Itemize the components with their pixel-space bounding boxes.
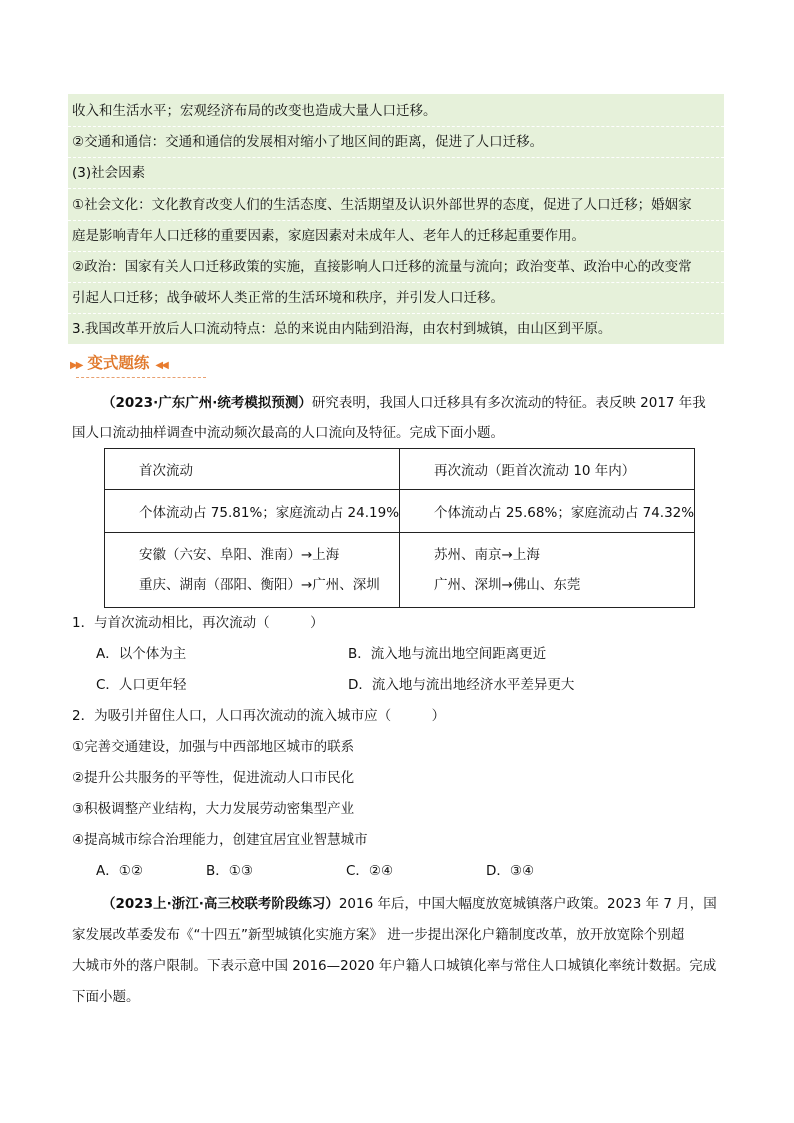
- question-2-item: ①完善交通建设，加强与中西部地区城市的联系: [72, 739, 355, 755]
- table-header-cell: 再次流动（距首次流动 10 年内）: [400, 449, 695, 490]
- problem2-intro: [72, 889, 724, 919]
- knowledge-line: 庭是影响青年人口迁移的重要因素，家庭因素对未成年人、老年人的迁移起重要作用。: [72, 228, 585, 244]
- section-title: [70, 350, 167, 376]
- problem2-line: 大城市外的落户限制。下表示意中国 2016—2020 年户籍人口城镇化率与常住人口城镇化率统计数据。完成: [72, 958, 717, 974]
- question-2-stem: 2．为吸引并留住人口，人口再次流动的流入城市应（ ）: [72, 708, 446, 724]
- table-cell: 个体流动占 75.81%；家庭流动占 24.19%: [105, 490, 400, 533]
- problem2-line: 家发展改革委发布《“十四五”新型城镇化实施方案》 进一步提出深化户籍制度改革，放开放宽除个别超: [72, 927, 685, 943]
- question-2-option-d[interactable]: D．③④: [486, 863, 535, 879]
- question-2-option-a[interactable]: A．①②: [96, 863, 143, 879]
- table-row: [105, 490, 695, 533]
- question-2-item: ②提升公共服务的平等性，促进流动人口市民化: [72, 770, 355, 786]
- problem2-source: （2023上·浙江·高三校联考阶段练习）: [102, 896, 339, 912]
- problem1-source: （2023·广东广州·统考模拟预测）: [102, 395, 312, 411]
- table-cell: [400, 533, 695, 608]
- flow-route: 苏州、南京→上海: [434, 547, 540, 563]
- question-1-option-c[interactable]: C．人口更年轻: [96, 677, 187, 693]
- knowledge-line: 收入和生活水平；宏观经济布局的改变也造成大量人口迁移。: [72, 103, 437, 119]
- double-arrow-left-icon: ◀◀: [155, 360, 167, 371]
- knowledge-line: 3.我国改革开放后人口流动特点：总的来说由内陆到沿海，由农村到城镇，由山区到平原。: [72, 321, 612, 337]
- flow-route: 重庆、湖南（邵阳、衡阳）→广州、深圳: [139, 577, 380, 593]
- problem1-intro-text: 研究表明，我国人口迁移具有多次流动的特征。表反映 2017 年我: [311, 395, 706, 411]
- section-title-text: 变式题练: [87, 354, 150, 372]
- problem2-line: 下面小题。: [72, 989, 140, 1005]
- knowledge-line: ②交通和通信：交通和通信的发展相对缩小了地区间的距离，促进了人口迁移。: [72, 134, 544, 150]
- question-2-option-c[interactable]: C．②④: [346, 863, 394, 879]
- question-1-option-a[interactable]: A．以个体为主: [96, 646, 187, 662]
- flow-route: 安徽（六安、阜阳、淮南）→上海: [139, 547, 340, 563]
- question-1-option-d[interactable]: D．流入地与流出地经济水平差异更大: [348, 677, 575, 693]
- question-2-item: ③积极调整产业结构，大力发展劳动密集型产业: [72, 801, 355, 817]
- question-1-option-b[interactable]: B．流入地与流出地空间距离更近: [348, 646, 547, 662]
- problem1-intro: [72, 388, 724, 418]
- problem1-intro-line2: 国人口流动抽样调查中流动频次最高的人口流向及特征。完成下面小题。: [72, 425, 504, 441]
- question-2-option-b[interactable]: B．①③: [206, 863, 253, 879]
- knowledge-line: 引起人口迁移；战争破坏人类正常的生活环境和秩序，并引发人口迁移。: [72, 290, 504, 306]
- table-cell: [105, 533, 400, 608]
- double-arrow-right-icon: ▶▶: [70, 360, 82, 371]
- question-1-stem: 1．与首次流动相比，再次流动（ ）: [72, 615, 324, 631]
- question-2-item: ④提高城市综合治理能力，创建宜居宜业智慧城市: [72, 832, 368, 848]
- table-row: [105, 449, 695, 490]
- flow-route: 广州、深圳→佛山、东莞: [434, 577, 581, 593]
- table-header-cell: 首次流动: [105, 449, 400, 490]
- divider: [68, 157, 724, 158]
- knowledge-line: ②政治：国家有关人口迁移政策的实施，直接影响人口迁移的流量与流向；政治变革、政治中心的改变常: [72, 259, 692, 275]
- problem2-intro-text: 2016 年后，中国大幅度放宽城镇落户政策。2023 年 7 月，国: [338, 896, 717, 912]
- title-underline: [76, 377, 206, 378]
- divider: [68, 188, 724, 189]
- table-row: [105, 533, 695, 608]
- migration-table: [104, 448, 695, 608]
- table-cell: 个体流动占 25.68%；家庭流动占 74.32%: [400, 490, 695, 533]
- knowledge-line: (3)社会因素: [72, 165, 146, 181]
- knowledge-line: ①社会文化：文化教育改变人们的生活态度、生活期望及认识外部世界的态度，促进了人口迁移；婚姻家: [72, 197, 692, 213]
